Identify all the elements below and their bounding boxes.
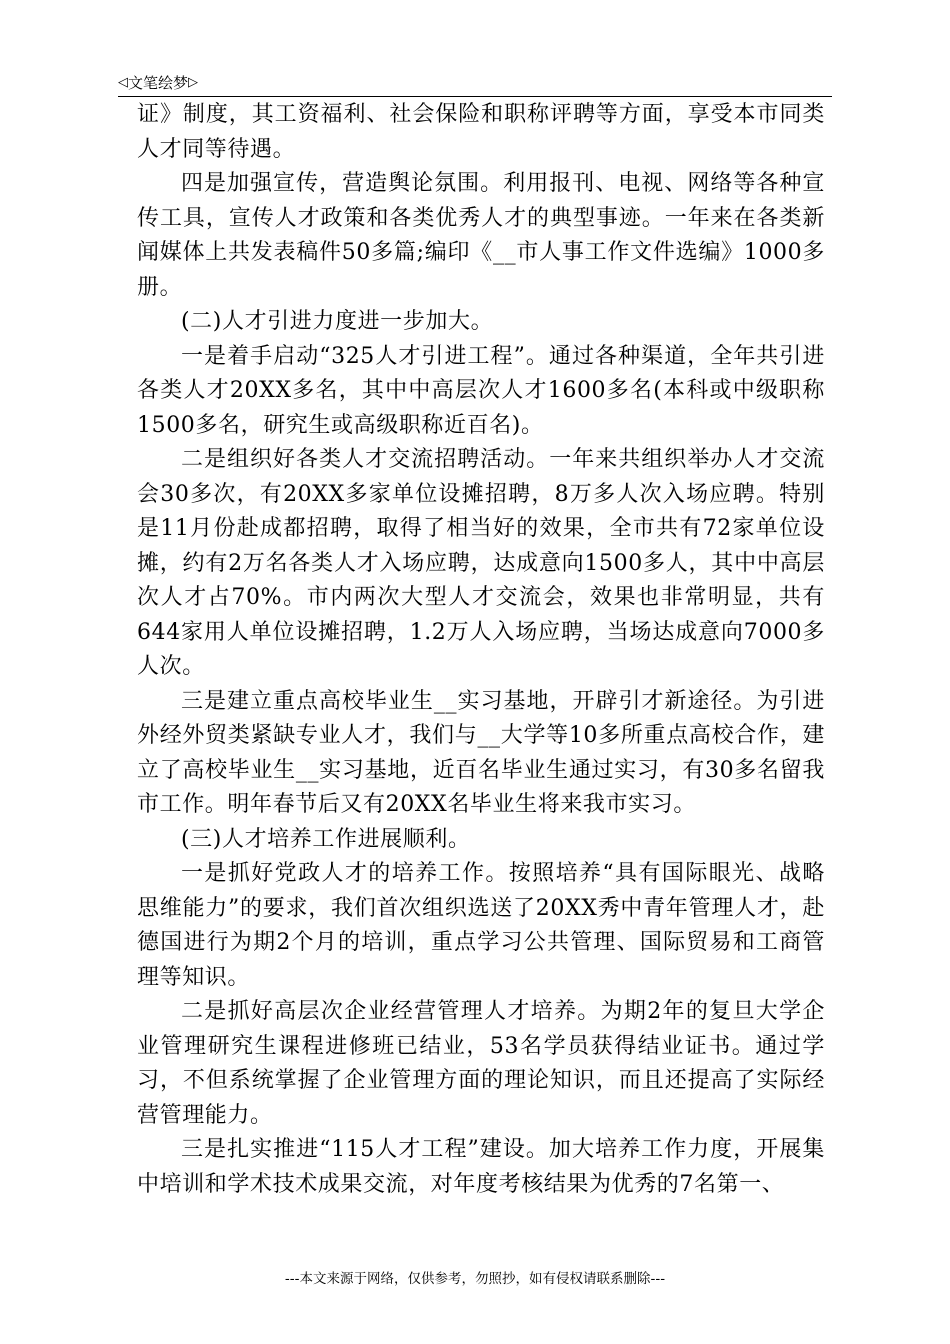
paragraph: 四是加强宣传，营造舆论氛围。利用报刊、电视、网络等各种宣传工具，宣传人才政策和各类优秀人才的典型事迹。一年来在各类新闻媒体上共发表稿件50多篇;编印《__市人事工作文件选编》1000多册。 bbox=[137, 171, 825, 300]
paragraph: 二是抓好高层次企业经营管理人才培养。为期2年的复旦大学企业管理研究生课程进修班已结业，53名学员获得结业证书。通过学习，不但系统掌握了企业管理方面的理论知识，而且还提高了实际经营管理能力。 bbox=[137, 999, 825, 1128]
section-heading: (二)人才引进力度进一步加大。 bbox=[181, 309, 494, 334]
left-triangle-icon: ◁ bbox=[118, 75, 128, 90]
page-header bbox=[118, 72, 832, 97]
right-triangle-icon: ▷ bbox=[188, 75, 199, 90]
paragraph: 一是着手启动“325人才引进工程”。通过各种渠道，全年共引进各类人才20XX多名，其中中高层次人才1600多名(本科或中级职称1500多名，研究生或高级职称近百名)。 bbox=[137, 343, 825, 438]
paragraph-continued: 证》制度，其工资福利、社会保险和职称评聘等方面，享受本市同类人才同等待遇。 bbox=[137, 102, 825, 162]
document-body bbox=[137, 98, 825, 1202]
paragraph: 二是组织好各类人才交流招聘活动。一年来共组织举办人才交流会30多次，有20XX多家单位设摊招聘，8万多人次入场应聘。特别是11月份赴成都招聘，取得了相当好的效果，全市共有72家单位设摊，约有2万名各类人才入场应聘，达成意向1500多人，其中中高层次人才占70%。市内两次大型人才交流会，效果也非常明显，共有644家用人单位设摊招聘，1.2万人入场应聘，当场达成意向7000多人次。 bbox=[137, 447, 825, 679]
paragraph: 三是扎实推进“115人才工程”建设。加大培养工作力度，开展集中培训和学术技术成果交流，对年度考核结果为优秀的7名第一、 bbox=[137, 1137, 825, 1197]
paragraph: 一是抓好党政人才的培养工作。按照培养“具有国际眼光、战略思维能力”的要求，我们首次组织选送了20XX秀中青年管理人才，赴德国进行为期2个月的培训，重点学习公共管理、国际贸易和工商管理等知识。 bbox=[137, 861, 825, 990]
section-heading: (三)人才培养工作进展顺利。 bbox=[181, 826, 471, 852]
footer-notice: ---本文来源于网络，仅供参考，勿照抄，如有侵权请联系删除--- bbox=[284, 1271, 666, 1287]
paragraph: 三是建立重点高校毕业生__实习基地，开辟引才新途径。为引进外经外贸类紧缺专业人才，我们与__大学等10多所重点高校合作，建立了高校毕业生__实习基地，近百名毕业生通过实习，有30多名留我市工作。明年春节后又有20XX名毕业生将来我市实习。 bbox=[137, 688, 825, 817]
page-footer bbox=[0, 1270, 950, 1288]
header-title: 文笔绘梦 bbox=[128, 74, 189, 92]
